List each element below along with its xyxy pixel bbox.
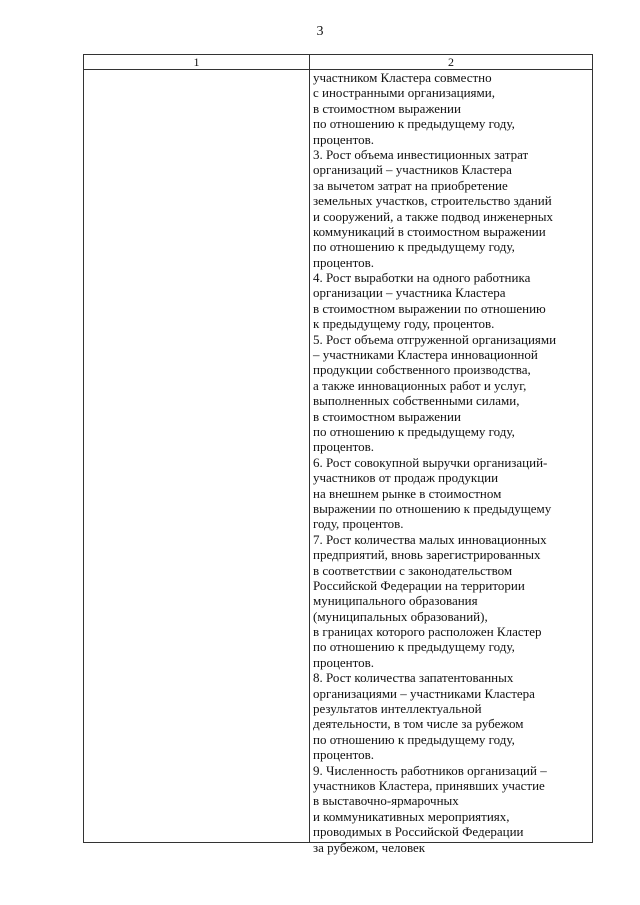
indicator-text-line: участников от продаж продукции — [313, 470, 499, 486]
indicator-text-line: по отношению к предыдущему году, — [313, 423, 515, 439]
indicator-text-line: по отношению к предыдущему году, — [313, 731, 515, 747]
indicator-text-line: за вычетом затрат на приобретение — [313, 177, 508, 193]
indicator-text-line: земельных участков, строительство зданий — [313, 193, 552, 209]
indicator-text-line: в границах которого расположен Кластер — [313, 624, 542, 640]
indicator-text-line: по отношению к предыдущему году, — [313, 239, 515, 255]
indicator-text-line: с иностранными организациями, — [313, 85, 495, 101]
indicator-text-line: Российской Федерации на территории — [313, 577, 525, 593]
column-divider — [309, 55, 310, 842]
indicator-text-line: проводимых в Российской Федерации — [313, 824, 524, 840]
table-header-row — [84, 55, 592, 70]
column-2-cell — [311, 70, 592, 855]
indicator-text-line: предприятий, вновь зарегистрированных — [313, 547, 541, 563]
indicator-text-line: на внешнем рынке в стоимостном — [313, 485, 502, 501]
indicator-text-line: процентов. — [313, 131, 375, 147]
indicator-text-line: и коммуникативных мероприятиях, — [313, 808, 510, 824]
indicator-text-line: процентов. — [313, 439, 375, 455]
indicator-text-line: результатов интеллектуальной — [313, 701, 482, 717]
indicator-text-line: 8. Рост количества запатентованных — [313, 670, 514, 686]
indicator-text-line: 6. Рост совокупной выручки организаций- — [313, 454, 548, 470]
indicator-text-line: организациями – участниками Кластера — [313, 685, 535, 701]
indicator-text-line: организаций – участников Кластера — [313, 162, 512, 178]
document-table — [83, 54, 593, 855]
indicator-text-line: выражении по отношению к предыдущему — [313, 500, 552, 516]
indicator-text-line: организации – участника Кластера — [313, 285, 506, 301]
indicator-text-line: по отношению к предыдущему году, — [313, 116, 515, 132]
column-2-header: 2 — [448, 55, 454, 69]
indicator-text-line: за рубежом, человек — [313, 839, 426, 855]
indicator-text-line: – участниками Кластера инновационной — [313, 347, 538, 363]
indicator-text-line: в стоимостном выражении — [313, 100, 461, 116]
indicator-text-line: 5. Рост объема отгруженной организациями — [313, 331, 557, 347]
indicator-text-line: участников Кластера, принявших участие — [313, 777, 545, 793]
indicator-text-line: коммуникаций в стоимостном выражении — [313, 223, 546, 239]
indicator-text-line: процентов. — [313, 254, 375, 270]
indicator-text-line: 4. Рост выработки на одного работника — [313, 270, 531, 286]
indicator-text-line: к предыдущему году, процентов. — [313, 316, 495, 332]
page-number: 3 — [316, 24, 324, 39]
indicator-text-line: по отношению к предыдущему году, — [313, 639, 515, 655]
indicator-text-line: процентов. — [313, 654, 375, 670]
indicator-text-line: муниципального образования — [313, 593, 478, 609]
indicator-text-line: деятельности, в том числе за рубежом — [313, 716, 524, 732]
indicator-text-line: в соответствии с законодательством — [313, 562, 513, 578]
indicator-text-line: году, процентов. — [313, 516, 404, 532]
indicator-text-line: (муниципальных образований), — [313, 608, 488, 624]
column-1-cell — [84, 70, 309, 842]
indicator-text-line: 7. Рост количества малых инновационных — [313, 531, 547, 547]
indicator-text-line: 3. Рост объема инвестиционных затрат — [313, 146, 529, 162]
indicator-text-line: а также инновационных работ и услуг, — [313, 377, 527, 393]
indicator-text-line: процентов. — [313, 747, 375, 763]
indicator-text-line: выполненных собственными силами, — [313, 393, 520, 409]
indicator-text-line: 9. Численность работников организаций – — [313, 762, 547, 778]
column-1-header: 1 — [193, 55, 200, 69]
indicator-text-line: участником Кластера совместно — [313, 70, 492, 85]
indicator-text-line: в выставочно-ярмарочных — [313, 793, 459, 809]
indicator-text-line: в стоимостном выражении — [313, 408, 461, 424]
indicator-text-line: и сооружений, а также подвод инженерных — [313, 208, 554, 224]
indicator-text-line: в стоимостном выражении по отношению — [313, 300, 546, 316]
indicator-text-line: продукции собственного производства, — [313, 362, 531, 378]
